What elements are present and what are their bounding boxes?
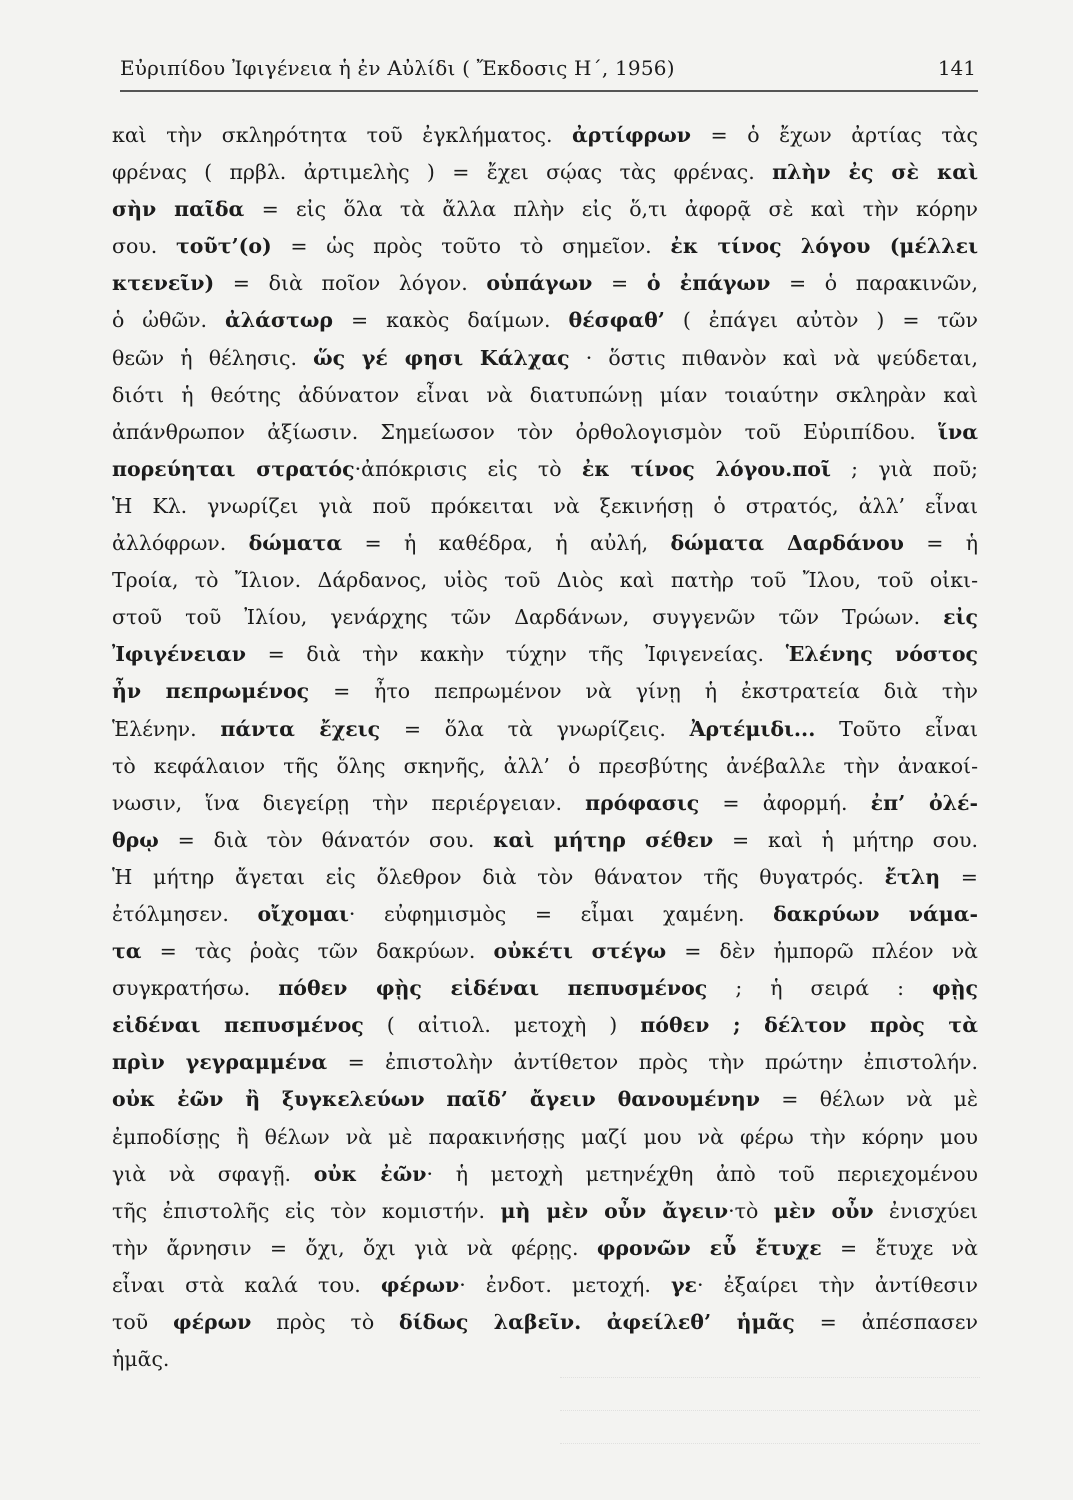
commentary-body xyxy=(112,117,978,1378)
lemma-term: σὴν παῖδα xyxy=(112,197,245,222)
commentary-text: · ἡ μετοχὴ μετηνέχθη ἀπὸ τοῦ περιεχομένου xyxy=(426,1161,979,1186)
commentary-text: = ἦτο πεπρωμένον νὰ γίνῃ ἡ ἐκστρατεία διὰ τὴν xyxy=(309,679,978,704)
text-line xyxy=(112,1267,978,1304)
lemma-term: ἐκ τίνος λόγου.ποῖ xyxy=(581,456,831,481)
commentary-text: νωσιν, ἵνα διεγείρῃ τὴν περιέργειαν. xyxy=(112,790,586,815)
commentary-text: = κακὸς δαίμων. xyxy=(333,308,569,333)
lemma-term: πλὴν ἐς σὲ καὶ xyxy=(772,160,979,185)
commentary-text: ; γιὰ ποῦ; xyxy=(830,456,978,481)
lemma-term: φέρων xyxy=(380,1272,460,1297)
running-header xyxy=(120,50,978,92)
text-line xyxy=(112,1044,978,1081)
commentary-text: εἶναι στὰ καλά του. xyxy=(112,1272,381,1297)
text-line xyxy=(112,599,978,636)
text-line xyxy=(112,1304,978,1341)
lemma-term: οὐκέτι στέγω xyxy=(493,939,667,964)
commentary-text: = εἰς ὅλα τὰ ἄλλα πλὴν εἰς ὅ,τι ἀφορᾷ σὲ καὶ τὴν κόρην xyxy=(244,197,979,222)
commentary-text: πρὸς τὸ xyxy=(251,1310,400,1334)
text-line xyxy=(112,451,978,488)
lemma-term: πάντα ἔχεις xyxy=(220,716,381,741)
commentary-text: = διὰ ποῖον λόγον. xyxy=(214,271,487,296)
lemma-term: οὐκ ἐῶν xyxy=(313,1161,427,1186)
commentary-text: = ἀπέσπασεν xyxy=(794,1310,978,1334)
lemma-term: καὶ μήτηρ σέθεν xyxy=(493,827,714,852)
lemma-term: ἀρτίφρων xyxy=(571,123,692,147)
text-line xyxy=(112,785,978,822)
commentary-text: · ἐξαίρει τὴν ἀντίθεσιν xyxy=(696,1272,978,1297)
text-line xyxy=(112,525,978,562)
commentary-text: τὸ κεφάλαιον τῆς ὅλης σκηνῆς, ἀλλ’ ὁ πρεσβύτης ἀνέβαλλε τὴν ἀνακοί- xyxy=(112,753,978,778)
commentary-text: σου. xyxy=(112,234,177,259)
text-line xyxy=(112,228,978,265)
lemma-term: φέρων xyxy=(173,1310,252,1334)
commentary-text: = ὁ παρακινῶν, xyxy=(770,271,978,296)
page-number: 141 xyxy=(937,56,976,80)
lemma-term: πρὶν γεγραμμένα xyxy=(112,1050,328,1075)
text-line xyxy=(112,488,978,525)
commentary-text: Ἡ μήτηρ ἄγεται εἰς ὄλεθρον διὰ τὸν θάνατον τῆς θυγατρός. xyxy=(112,864,885,889)
commentary-text: = ἔτυχε νὰ xyxy=(821,1235,978,1260)
commentary-text: ἐμποδίσῃς ἢ θέλων νὰ μὲ παρακινήσῃς μαζί μου νὰ φέρω τὴν κόρην μου xyxy=(112,1124,978,1149)
text-line xyxy=(112,636,978,673)
text-line xyxy=(112,933,978,970)
text-line xyxy=(112,1119,978,1156)
lemma-term: μὴ μὲν οὖν ἄγειν xyxy=(500,1198,729,1223)
commentary-text: Ἡ Κλ. γνωρίζει γιὰ ποῦ πρόκειται νὰ ξεκινήσῃ ὁ στρατός, ἀλλ’ εἶναι xyxy=(112,493,978,518)
commentary-text: τοῦ xyxy=(112,1310,174,1334)
lemma-term: ἦν πεπρωμένος xyxy=(112,679,310,704)
commentary-text: · εὐφημισμὸς = εἶμαι χαμένη. xyxy=(348,901,774,926)
lemma-term: πρόφασις xyxy=(585,790,700,815)
commentary-text: καὶ τὴν σκληρότητα τοῦ ἐγκλήματος. xyxy=(112,123,572,147)
commentary-text: ἐτόλμησεν. xyxy=(112,901,258,926)
commentary-text: = ὅλα τὰ γνωρίζεις. xyxy=(380,716,690,741)
lemma-term: φῂς xyxy=(932,976,978,1001)
lemma-term: θρῳ xyxy=(112,827,159,852)
lemma-term: κτενεῖν) xyxy=(112,271,215,296)
text-line xyxy=(112,822,978,859)
lemma-term: οὐκ ἐῶν ἢ ξυγκελεύων παῖδ’ ἄγειν θανουμένην xyxy=(112,1087,760,1112)
commentary-text: = xyxy=(940,864,978,889)
commentary-text: = ἀφορμή. xyxy=(699,790,871,815)
lemma-term: μὲν οὖν xyxy=(773,1198,874,1223)
commentary-text: = ὁ ἔχων ἀρτίας τὰς xyxy=(691,123,978,147)
text-line xyxy=(112,1193,978,1230)
lemma-term: φρονῶν εὖ ἔτυχε xyxy=(596,1235,822,1260)
text-line xyxy=(112,711,978,748)
commentary-text: = διὰ τὸν θάνατόν σου. xyxy=(158,827,494,852)
text-line xyxy=(112,970,978,1007)
text-line xyxy=(112,154,978,191)
commentary-text: = καὶ ἡ μήτηρ σου. xyxy=(713,827,978,852)
lemma-term: τοῦτ’(ο) xyxy=(176,234,272,259)
commentary-text: = διὰ τὴν κακὴν τύχην τῆς Ἰφιγενείας. xyxy=(245,642,786,667)
header-title: Εὐριπίδου Ἰφιγένεια ἡ ἐν Αὐλίδι ( Ἔκδοσις Η΄, 1956) xyxy=(120,56,675,80)
text-line xyxy=(112,896,978,933)
lemma-term: δώματα xyxy=(248,531,343,556)
commentary-text: = xyxy=(592,271,647,296)
lemma-term: δίδως λαβεῖν. ἀφείλεθ’ ἡμᾶς xyxy=(399,1310,795,1334)
lemma-term: εἰδέναι πεπυσμένος xyxy=(112,1013,364,1038)
lemma-term: Ἰφιγένειαν xyxy=(112,642,246,667)
commentary-text: = ἡ καθέδρα, ἡ αὐλή, xyxy=(342,531,671,556)
lemma-term: εἰς xyxy=(943,605,978,630)
commentary-text: ( αἰτιολ. μετοχὴ ) xyxy=(363,1013,641,1038)
lemma-term: οἴχομαι xyxy=(257,901,349,926)
commentary-text: φρένας ( πρβλ. ἀρτιμελὴς ) = ἔχει σῴας τὰς φρένας. xyxy=(112,160,773,185)
lemma-term: ἔτλη xyxy=(884,864,941,889)
commentary-text: Τροία, τὸ Ἴλιον. Δάρδανος, υἱὸς τοῦ Διὸς καὶ πατὴρ τοῦ Ἴλου, τοῦ οἰκι- xyxy=(112,568,978,593)
text-line xyxy=(112,859,978,896)
text-line xyxy=(112,377,978,414)
commentary-text: στοῦ τοῦ Ἰλίου, γενάρχης τῶν Δαρδάνων, συγγενῶν τῶν Τρώων. xyxy=(112,605,944,630)
lemma-term: δώματα Δαρδάνου xyxy=(670,531,904,556)
text-line xyxy=(112,117,978,154)
text-line xyxy=(112,302,978,339)
text-line xyxy=(112,1341,978,1378)
lemma-term: γε xyxy=(670,1272,697,1297)
lemma-term: ὁ ἐπάγων xyxy=(646,271,771,296)
commentary-text: ·τὸ xyxy=(728,1198,774,1223)
lemma-term: ἵνα xyxy=(938,419,978,444)
lemma-term: δακρύων νάμα- xyxy=(773,901,979,926)
lemma-term: ἐκ τίνος λόγου (μέλλει xyxy=(670,234,978,259)
commentary-text: = ὡς πρὸς τοῦτο τὸ σημεῖον. xyxy=(271,234,671,259)
text-line xyxy=(112,340,978,377)
text-line xyxy=(112,1156,978,1193)
commentary-text: τῆς ἐπιστολῆς εἰς τὸν κομιστήν. xyxy=(112,1198,501,1223)
text-line xyxy=(112,748,978,785)
commentary-text: ἡμᾶς. xyxy=(112,1347,170,1372)
text-line xyxy=(112,562,978,599)
commentary-text: ὁ ὠθῶν. xyxy=(112,308,225,333)
text-line xyxy=(112,265,978,302)
commentary-text: ἀπάνθρωπον ἀξίωσιν. Σημείωσον τὸν ὀρθολογισμὸν τοῦ Εὐριπίδου. xyxy=(112,419,939,444)
text-line xyxy=(112,1007,978,1044)
commentary-text: = θέλων νὰ μὲ xyxy=(760,1087,978,1112)
commentary-text: θεῶν ἡ θέλησις. xyxy=(112,345,314,370)
commentary-text: ·ἀπόκρισις εἰς τὸ xyxy=(354,456,582,481)
commentary-text: ; ἡ σειρά : xyxy=(707,976,933,1001)
commentary-text: συγκρατήσω. xyxy=(112,976,279,1001)
commentary-text: ( ἐπάγει αὐτὸν ) = τῶν xyxy=(664,308,978,333)
lemma-term: πόθεν ; δέλτον πρὸς τὰ xyxy=(640,1013,978,1038)
lemma-term: ὥς γέ φησι Κάλχας xyxy=(313,345,570,370)
text-line xyxy=(112,1230,978,1267)
commentary-text: διότι ἡ θεότης ἀδύνατον εἶναι νὰ διατυπώνῃ μίαν τοιαύτην σκληρὰν καὶ xyxy=(112,382,978,407)
text-line xyxy=(112,414,978,451)
text-line xyxy=(112,673,978,710)
text-line xyxy=(112,191,978,228)
lemma-term: Ἀρτέμιδι... xyxy=(689,716,816,741)
lemma-term: πόθεν φῂς εἰδέναι πεπυσμένος xyxy=(278,976,708,1001)
commentary-text: = ἐπιστολὴν ἀντίθετον πρὸς τὴν πρώτην ἐπιστολήν. xyxy=(327,1050,978,1075)
commentary-text: · ὅστις πιθανὸν καὶ νὰ ψεύδεται, xyxy=(569,345,978,370)
commentary-text: ἐνισχύει xyxy=(873,1198,979,1223)
lemma-term: τα xyxy=(112,939,142,964)
commentary-text: τὴν ἄρνησιν = ὄχι, ὄχι γιὰ νὰ φέρῃς. xyxy=(112,1235,597,1260)
commentary-text: = τὰς ῥοὰς τῶν δακρύων. xyxy=(141,939,494,964)
commentary-text: = δὲν ἠμπορῶ πλέον νὰ xyxy=(666,939,979,964)
lemma-term: Ἑλένης νόστος xyxy=(785,642,978,667)
lemma-term: θέσφαθ’ xyxy=(568,308,665,333)
commentary-text: Τοῦτο εἶναι xyxy=(815,716,978,741)
commentary-text: ἀλλόφρων. xyxy=(112,531,249,556)
commentary-text: γιὰ νὰ σφαγῇ. xyxy=(112,1161,314,1186)
lemma-term: οὑπάγων xyxy=(486,271,593,296)
text-line xyxy=(112,1081,978,1118)
lemma-term: ἐπ’ ὀλέ- xyxy=(870,790,978,815)
commentary-text: Ἑλένην. xyxy=(112,716,221,741)
lemma-term: ἀλάστωρ xyxy=(225,308,333,333)
commentary-text: = ἡ xyxy=(903,531,978,556)
commentary-text: · ἐνδοτ. μετοχή. xyxy=(459,1272,671,1297)
lemma-term: πορεύηται στρατός xyxy=(112,456,355,481)
